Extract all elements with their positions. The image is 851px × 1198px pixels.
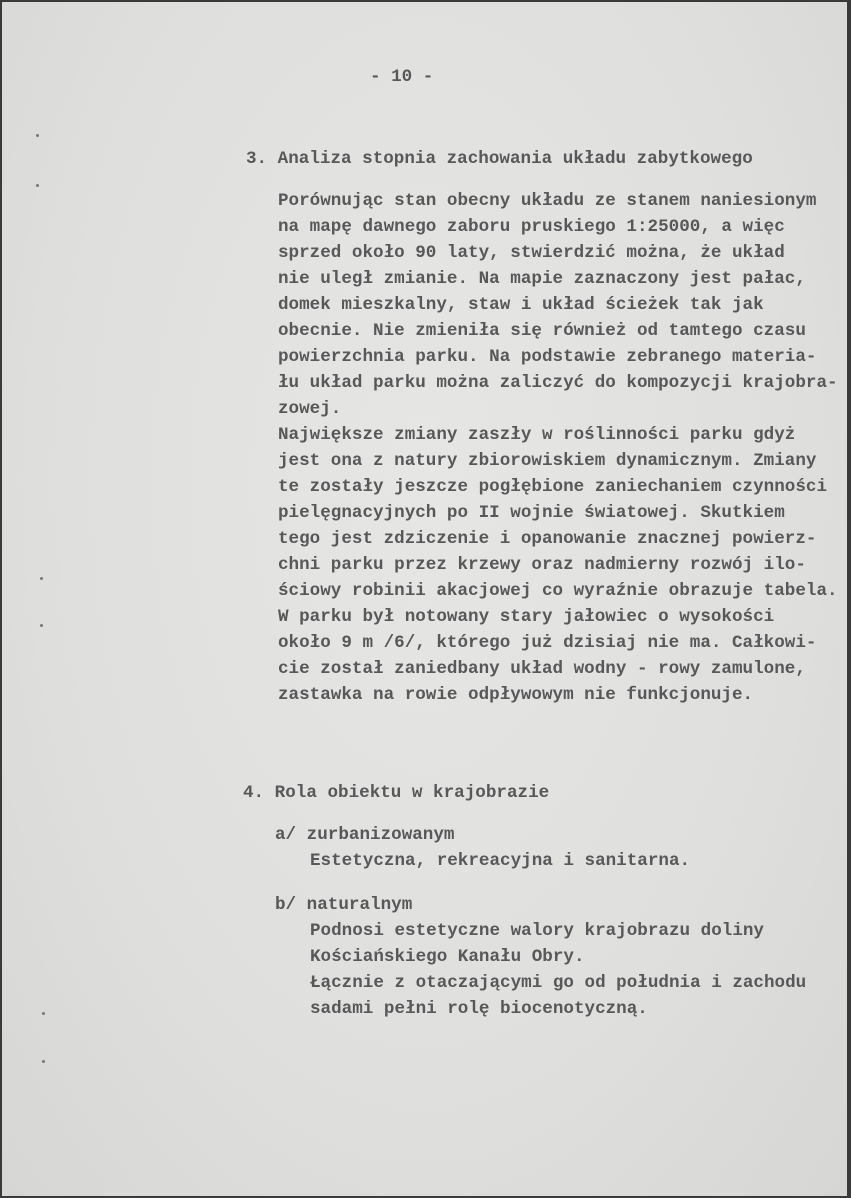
text-line: Kościańskiego Kanału Obry. [310,947,585,967]
text-line: łu układ parku można zaliczyć do kompozycji krajobra- [278,373,838,393]
item-b-body [310,918,847,1022]
document-page [2,2,847,1196]
text-line: Estetyczna, rekreacyjna i sanitarna. [310,851,691,871]
text-line: około 9 m /6/, którego już dzisiaj nie ma. Całkowi- [278,633,817,653]
text-line: nie uległ zmianie. Na mapie zaznaczony jest pałac, [278,269,806,289]
text-line: na mapę dawnego zaboru pruskiego 1:25000, a więc [278,217,785,237]
margin-mark [42,1060,45,1063]
page-number: - 10 - [370,67,434,87]
text-line: Podnosi estetyczne walory krajobrazu doliny [310,921,764,941]
text-line: sprzed około 90 laty, stwierdzić można, że układ [278,243,785,263]
document-text [2,64,847,1022]
text-line: cie został zaniedbany układ wodny - rowy zamulone, [278,659,806,679]
text-line: domek mieszkalny, staw i układ ścieżek tak jak [278,295,764,315]
section-3-heading: 3. Analiza stopnia zachowania układu zabytkowego [246,149,753,169]
text-line: Największe zmiany zaszły w roślinności parku gdyż [278,425,796,445]
text-line: ściowy robinii akacjowej co wyraźnie obrazuje tabela. [278,581,838,601]
text-line: W parku był notowany stary jałowiec o wysokości [278,607,775,627]
item-a-label: a/ zurbanizowanym [275,825,455,845]
text-line: sadami pełni rolę biocenotyczną. [310,999,648,1019]
text-line: te zostały jeszcze pogłębione zaniechaniem czynności [278,477,828,497]
text-line: chni parku przez krzewy oraz nadmierny rozwój ilo- [278,555,806,575]
section-3-body [278,188,847,708]
item-a-body [310,848,847,874]
section-4-heading: 4. Rola obiektu w krajobrazie [243,783,550,803]
text-line: tego jest zdziczenie i opanowanie znacznej powierz- [278,529,817,549]
text-line: zowej. [278,399,342,419]
text-line: obecnie. Nie zmieniła się również od tamtego czasu [278,321,806,341]
text-line: powierzchnia parku. Na podstawie zebranego materia- [278,347,817,367]
text-line: pielęgnacyjnych po II wojnie światowej. Skutkiem [278,503,785,523]
item-b-label: b/ naturalnym [275,895,413,915]
text-line: zastawka na rowie odpływowym nie funkcjonuje. [278,685,754,705]
text-line: jest ona z natury zbiorowiskiem dynamicznym. Zmiany [278,451,817,471]
text-line: Porównując stan obecny układu ze stanem naniesionym [278,191,817,211]
text-line: Łącznie z otaczającymi go od południa i zachodu [310,973,807,993]
